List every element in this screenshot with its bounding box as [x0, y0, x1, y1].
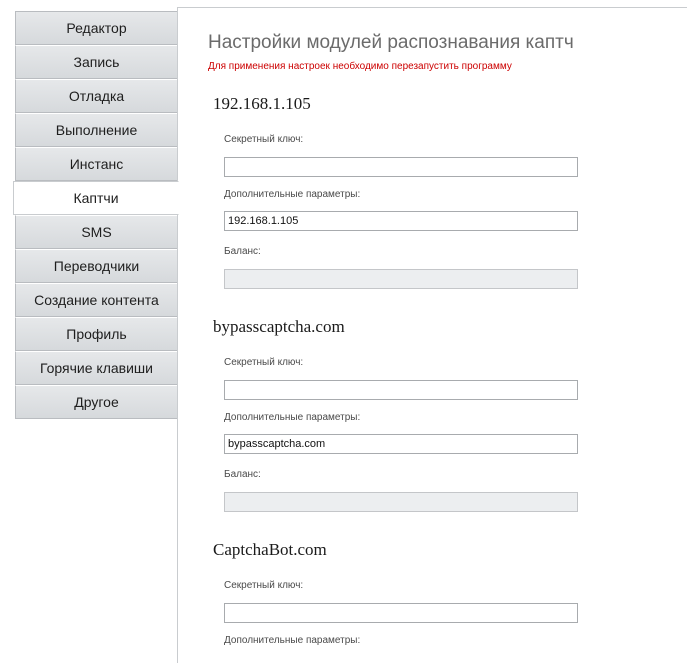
sidebar-item-translators[interactable]: Переводчики: [15, 249, 178, 283]
sidebar-item-instance[interactable]: Инстанс: [15, 147, 178, 181]
sidebar: [15, 11, 178, 419]
secret-key-label: Секретный ключ:: [224, 580, 304, 591]
section-title-192-168-1-105: 192.168.1.105: [213, 94, 311, 113]
section-title-bypasscaptcha: bypasscaptcha.com: [213, 317, 345, 336]
captcha-settings-panel: [177, 7, 687, 663]
sidebar-item-other[interactable]: Другое: [15, 385, 178, 419]
secret-key-input-captchabot[interactable]: [224, 603, 578, 623]
balance-field-192-168-1-105: [224, 269, 578, 289]
sidebar-item-debugging[interactable]: Отладка: [15, 79, 178, 113]
extra-params-label: Дополнительные параметры:: [224, 635, 361, 646]
sidebar-item-recording[interactable]: Запись: [15, 45, 178, 79]
sidebar-item-editor[interactable]: Редактор: [15, 11, 178, 45]
secret-key-input-bypasscaptcha[interactable]: [224, 380, 578, 400]
sidebar-item-content-creation[interactable]: Создание контента: [15, 283, 178, 317]
balance-field-bypasscaptcha: [224, 492, 578, 512]
sidebar-item-sms[interactable]: SMS: [15, 215, 178, 249]
restart-warning: Для применения настроек необходимо перезапустить программу: [208, 61, 512, 72]
extra-params-label: Дополнительные параметры:: [224, 412, 361, 423]
sidebar-item-captcha[interactable]: Каптчи: [13, 181, 179, 215]
sidebar-item-execution[interactable]: Выполнение: [15, 113, 178, 147]
sidebar-item-profile[interactable]: Профиль: [15, 317, 178, 351]
secret-key-label: Секретный ключ:: [224, 134, 304, 145]
extra-params-input-192-168-1-105[interactable]: [224, 211, 578, 231]
extra-params-label: Дополнительные параметры:: [224, 189, 361, 200]
balance-label: Баланс:: [224, 469, 261, 480]
secret-key-input-192-168-1-105[interactable]: [224, 157, 578, 177]
extra-params-input-bypasscaptcha[interactable]: [224, 434, 578, 454]
page-title: Настройки модулей распознавания каптч: [208, 32, 574, 53]
balance-label: Баланс:: [224, 246, 261, 257]
sidebar-item-hotkeys[interactable]: Горячие клавиши: [15, 351, 178, 385]
secret-key-label: Секретный ключ:: [224, 357, 304, 368]
section-title-captchabot: CaptchaBot.com: [213, 540, 327, 559]
